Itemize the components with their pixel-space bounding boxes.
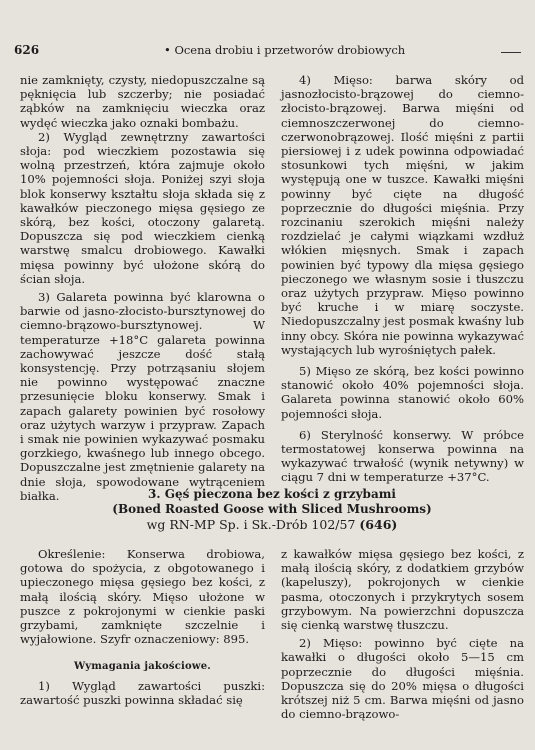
bottom-left-column	[20, 547, 265, 707]
requirements-heading: Wymagania jakościowe.	[74, 661, 211, 673]
section-english-title: (Boned Roasted Goose with Sliced Mushrooms)	[112, 502, 432, 516]
definition-paragraph: Określenie: Konserwa drobiowa, gotowa do spożycia, z obgotowanego i upieczonego mięsa gęsiego bez kości, z małą ilością skóry. Mięso ułożone w puszce z pokrojonymi w cienkie paski grzybami, zamknięte szczelnie i wyjałowione. Szyfr oznaczeniowy: 895.	[20, 547, 265, 647]
top-left-column	[20, 73, 265, 503]
paragraph: 5) Mięso ze skórą, bez kości powinno stanowić około 40% pojemności słoja. Galareta powinna stanowić około 60% pojemności słoja.	[281, 364, 524, 421]
bottom-right-column	[281, 547, 524, 721]
paragraph: 6) Sterylność konserwy. W próbce termostatowej konserwa powinna na wykazywać trwałość (wynik netywny) w ciągu 7 dni w temperaturze +37°C.	[281, 427, 524, 485]
running-title: • Ocena drobiu i przetworów drobiowych	[164, 43, 406, 57]
standard-code: (646)	[359, 517, 398, 532]
section-title-line	[20, 487, 524, 502]
page-number: 626	[14, 43, 40, 57]
paragraph: nie zamknięty, czysty, niedopuszczalne są pęknięcia lub szczerby; nie posiadać ząbków na zamknięciu wieczka oraz wydęć wieczka jako oznaki bombażu.	[20, 73, 265, 130]
paragraph: 4) Mięso: barwa skóry od jasnozłocisto-brązowej do ciemno-złocisto-brązowej. Barwa mięśni od ciemnoszczerwonej do ciemno-czerwonobrązowej. Ilość mięśni z partii piersiowej i z udek powinna odpowiadać stosunkowi tych mięśni, w jakim występują one w tuszce. Kawałki mięśni powinny być cięte na długość poprzecznie do długości mięśnia. Przy rozcinaniu szerokich mięśni należy rozdzielać je całymi wiązkami wzdłuż włókien mięsnych. Smak i zapach powinien być typowy dla mięsa gęsiego pieczonego we własnym sosie i tłuszczu oraz użytych przypraw. Mięso powinno być kruche i w miarę soczyste. Niedopuszczalny jest posmak kwaśny lub inny obcy. Skóra nie powinna wykazywać wystających lub wyrośniętych pałek.	[281, 73, 524, 357]
section-title: Gęś pieczona bez kości z grzybami	[164, 487, 396, 501]
section-standard	[20, 517, 524, 532]
paragraph: z kawałków mięsa gęsiego bez kości, z małą ilością skóry, z dodatkiem grzybów (kapeluszy), pokrojonych w cienkie pasma, otoczonych i przykrytych sosem grzybowym. Na powierzchni dopuszcza się cienką warstwę tłuszczu.	[281, 547, 524, 633]
top-right-column	[281, 73, 524, 485]
header-rule	[501, 52, 521, 53]
paragraph: 3) Galareta powinna być klarowna o barwie od jasno-złocisto-bursztynowej do ciemno-brązowo-bursztynowej. W temperaturze +18°C galareta powinna zachowywać jeszcze dość stałą konsystencję. Przy potrząsaniu słojem nie powinno występować znaczne przesunięcie bloku konserwy. Smak i zapach galarety powinien być rosołowy oraz użytych warzyw i przypraw. Zapach i smak nie powinien wykazywać posmaku gorzkiego, kwaśnego lub innego obcego. Dopuszczalne jest zmętnienie galarety na dnie słoja, spowodowane wytrąceniem białka.	[20, 290, 265, 503]
page-header	[14, 43, 521, 63]
section-number: 3.	[148, 487, 161, 501]
paragraph: 1) Wygląd zawartości puszki: zawartość puszki powinna składać się	[20, 678, 265, 707]
section-heading	[20, 487, 524, 532]
standard-reference: wg RN-MP Sp. i Sk.-Drób 102/57	[146, 517, 356, 532]
paragraph: 2) Wygląd zewnętrzny zawartości słoja: pod wieczkiem pozostawia się wolną przestrzeń, która zajmuje około 10% pojemności słoja. Poniżej szyi słoja blok konserwy kształtu słoja składa się z kawałków pieczonego mięsa gęsiego ze skórą, bez kości, otoczony galaretą. Dopuszcza się pod wieczkiem cienką warstwę smalcu drobiowego. Kawałki mięsa powinny być ułożone skórą do ścian słoja.	[20, 129, 265, 286]
paragraph: 2) Mięso: powinno być cięte na kawałki o długości około 5—15 cm poprzecznie do długości mięśnia. Dopuszcza się do 20% mięsa o długości krótszej niż 5 cm. Barwa mięśni od jasno do ciemno-brązowo-	[281, 636, 524, 722]
